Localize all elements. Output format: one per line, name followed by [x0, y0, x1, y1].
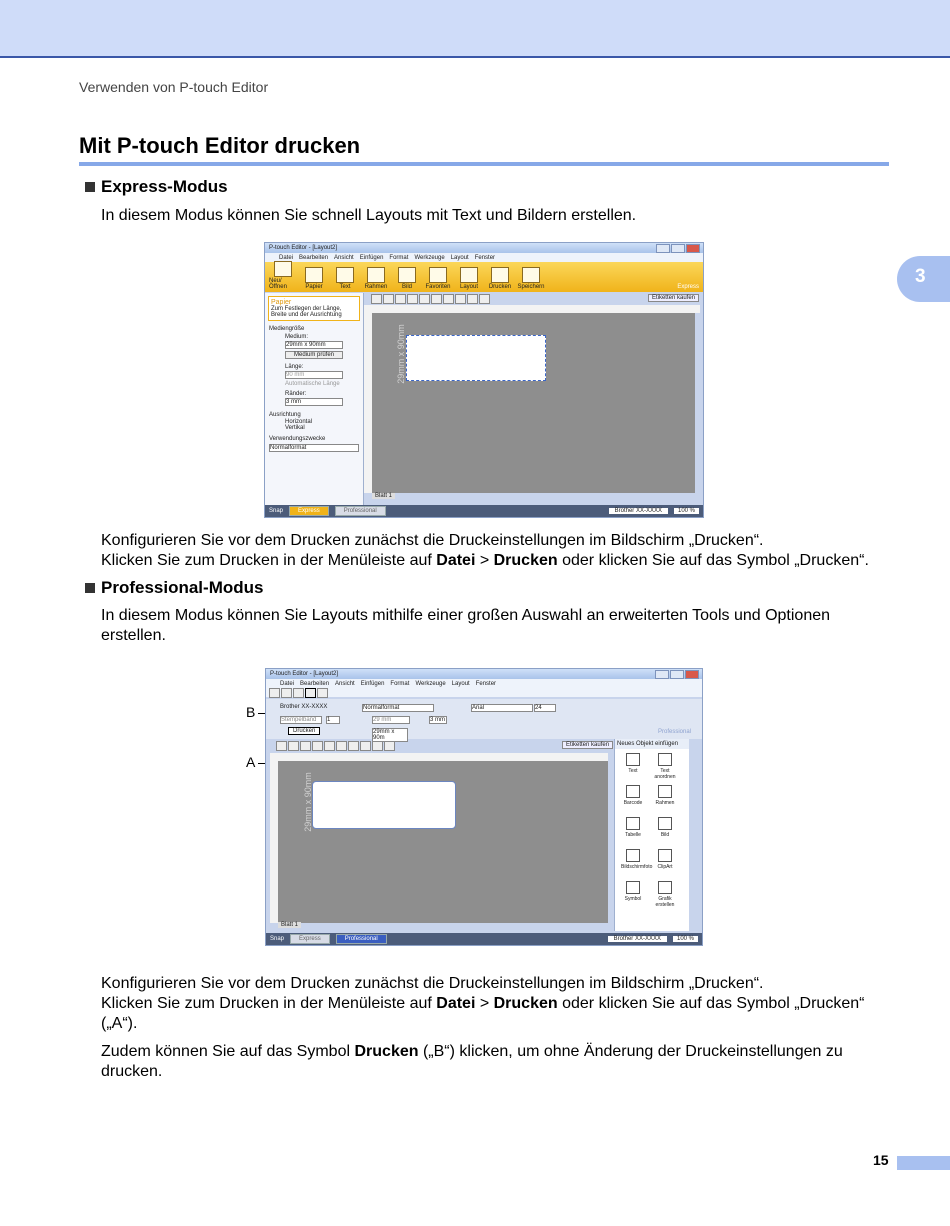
chapter-number: 3: [915, 266, 926, 287]
menu-layout[interactable]: Layout: [451, 680, 470, 687]
express-line2: [101, 551, 891, 571]
object-label: Rahmen: [655, 800, 675, 806]
snap-toggle[interactable]: Snap: [269, 508, 284, 514]
table-icon: [626, 817, 640, 830]
medium-select[interactable]: 29mm x 90mm: [285, 341, 343, 349]
copy-icon[interactable]: [348, 741, 359, 751]
close-icon[interactable]: [686, 244, 700, 253]
table-tool-icon[interactable]: [324, 741, 335, 751]
horizontal-ruler: [270, 753, 608, 761]
bold-drucken: Drucken: [354, 1043, 419, 1060]
close-icon[interactable]: [685, 670, 699, 679]
favorites-icon: [429, 267, 447, 283]
professional-heading: [85, 578, 263, 598]
preview-icon[interactable]: [317, 688, 328, 698]
object-panel: [614, 739, 689, 931]
title-rule: [79, 162, 889, 166]
paper-width-field[interactable]: 29 mm: [372, 716, 410, 724]
ribbon-paper[interactable]: [300, 267, 328, 290]
object-label: ClipArt: [657, 864, 673, 870]
new-icon[interactable]: [269, 688, 280, 698]
object-table[interactable]: [621, 817, 645, 838]
zoom-select[interactable]: 100 %: [673, 936, 698, 942]
object-frame[interactable]: [653, 785, 677, 806]
sheet-tab[interactable]: Blatt 1: [278, 922, 301, 928]
ribbon-label: Bild: [401, 284, 412, 290]
express-screenshot: [264, 242, 704, 518]
snap-toggle[interactable]: Snap: [270, 936, 285, 942]
text-icon: [626, 753, 640, 766]
ribbon-label: Neu/Öffnen: [269, 278, 287, 290]
printer-select[interactable]: Brother XX-XXXX: [608, 936, 667, 942]
table-tool-icon[interactable]: [419, 294, 430, 304]
new-object-header: Neues Objekt einfügen: [615, 739, 689, 749]
usage-label: Verwendungszwecke: [269, 436, 326, 442]
barcode-icon: [626, 785, 640, 798]
object-clipart[interactable]: [653, 849, 677, 870]
object-text-arrange[interactable]: [653, 753, 677, 780]
status-bar: [265, 505, 703, 517]
frame-icon: [367, 267, 385, 283]
undo-icon[interactable]: [467, 294, 478, 304]
font-select[interactable]: Arial: [471, 704, 533, 712]
shape-tool-icon[interactable]: [312, 741, 323, 751]
object-label: Text: [628, 768, 638, 774]
object-symbol[interactable]: [621, 881, 645, 902]
window-title: P-touch Editor - [Layout2]: [270, 671, 339, 677]
printer-icon: [491, 267, 509, 283]
new-open-icon: [274, 261, 292, 277]
professional-heading-text: Professional-Modus: [101, 578, 264, 597]
ribbon-corner: Professional: [658, 729, 692, 735]
panel-header: [268, 296, 360, 321]
ribbon-text[interactable]: [331, 267, 359, 290]
text-run: („B“) klicken, um ohne Änderung der Druckeinstellungen zu drucken.: [101, 1043, 843, 1080]
panel-title: Papier: [271, 299, 292, 306]
professional-line2: [101, 994, 891, 1034]
object-label: Bildschirmfoto: [621, 864, 653, 870]
ribbon-label: Papier: [305, 284, 323, 290]
text-arrange-icon: [658, 753, 672, 766]
menu-datei[interactable]: Datei: [279, 254, 294, 261]
paper-panel: [265, 293, 364, 505]
object-screenshot[interactable]: [621, 849, 653, 870]
print-icon[interactable]: [305, 688, 316, 698]
page-number-bar: [897, 1156, 950, 1170]
create-graphic-icon: [658, 881, 672, 894]
menu-layout[interactable]: Layout: [450, 254, 469, 261]
express-mode-button[interactable]: Express: [289, 506, 329, 516]
bold-drucken: Drucken: [493, 552, 558, 569]
font-size-select[interactable]: 24: [534, 704, 556, 712]
symbol-icon: [626, 881, 640, 894]
label-canvas[interactable]: [312, 781, 456, 829]
professional-intro: In diesem Modus können Sie Layouts mithilfe einer großen Auswahl an erweiterten Tools und Optionen erstellen.: [101, 607, 831, 644]
text-run: oder klicken Sie auf das Symbol „Drucken“.: [557, 552, 869, 569]
menu-format[interactable]: Format: [389, 254, 409, 261]
line-tool-icon[interactable]: [300, 741, 311, 751]
ribbon-image[interactable]: [393, 267, 421, 290]
label-size-text: 29mm x 90mm: [302, 772, 313, 832]
redo-icon[interactable]: [384, 741, 395, 751]
menu-bearbeiten[interactable]: Bearbeiten: [300, 680, 330, 687]
label-canvas[interactable]: [406, 335, 546, 381]
text-run: Klicken Sie zum Drucken in der Menüleiste auf: [101, 995, 437, 1012]
property-ribbon: [266, 699, 702, 739]
express-para: [101, 531, 891, 571]
menu-format[interactable]: Format: [390, 680, 410, 687]
section-title: Mit P-touch Editor drucken: [79, 133, 361, 158]
express-line1: Konfigurieren Sie vor dem Drucken zunächst die Druckeinstellungen im Bildschirm „Drucken“.: [101, 532, 764, 549]
draw-toolbar: [371, 294, 641, 303]
object-create-graphic[interactable]: [653, 881, 677, 908]
menu-einfuegen[interactable]: Einfügen: [360, 680, 385, 687]
screenshot-icon: [626, 849, 640, 862]
chapter-tab: [897, 256, 950, 302]
image-icon: [398, 267, 416, 283]
menu-ansicht[interactable]: Ansicht: [335, 680, 355, 687]
ribbon-layout[interactable]: [455, 267, 483, 290]
ribbon-label: Layout: [459, 284, 478, 290]
bold-datei: Datei: [436, 995, 476, 1012]
paste-icon[interactable]: [455, 294, 466, 304]
menu-datei[interactable]: Datei: [280, 680, 295, 687]
menu-werkzeuge[interactable]: Werkzeuge: [414, 254, 445, 261]
vertical-ruler: [364, 305, 372, 493]
professional-para: [101, 974, 891, 1034]
text-run: Klicken Sie zum Drucken in der Menüleiste auf: [101, 552, 437, 569]
text-run: >: [475, 995, 494, 1012]
layout-icon: [460, 267, 478, 283]
panel-desc: Zum Festlegen der Länge, Breite und der Ausrichtung: [271, 306, 342, 318]
object-label: Bild: [660, 832, 670, 838]
pointer-tool-icon[interactable]: [371, 294, 382, 304]
text-icon: [336, 267, 354, 283]
save-icon: [522, 267, 540, 283]
buy-labels-button[interactable]: Etiketten kaufen: [562, 741, 613, 749]
object-label: Grafik erstellen: [655, 896, 675, 908]
minimize-icon[interactable]: [655, 670, 669, 679]
object-text[interactable]: [621, 753, 645, 774]
express-heading: [85, 177, 228, 197]
bullet-square-icon: [85, 182, 95, 192]
ribbon-frame[interactable]: [362, 267, 390, 290]
window-titlebar: [265, 243, 703, 253]
margins-label: Ränder:: [285, 391, 307, 397]
ribbon-save[interactable]: [517, 267, 545, 290]
minimize-icon[interactable]: [656, 244, 670, 253]
menu-bar: [266, 679, 702, 688]
text-run: Zudem können Sie auf das Symbol: [101, 1043, 355, 1060]
media-size-label: Mediengröße: [269, 326, 305, 332]
maximize-icon[interactable]: [671, 244, 685, 253]
paper-size-select[interactable]: 29mm x 90m: [372, 728, 408, 742]
printer-select[interactable]: Brother XX-XXXX: [609, 508, 668, 514]
menu-fenster[interactable]: Fenster: [475, 680, 497, 687]
menu-ansicht[interactable]: Ansicht: [334, 254, 354, 261]
professional-line1: Konfigurieren Sie vor dem Drucken zunächst die Druckeinstellungen im Bildschirm „Drucken“.: [101, 975, 764, 992]
text-tool-icon[interactable]: [288, 741, 299, 751]
vertical-ruler: [270, 753, 278, 923]
ribbon-corner: Express: [677, 284, 699, 290]
header-band: [0, 0, 950, 58]
professional-mode-button[interactable]: Professional: [336, 934, 387, 944]
ribbon-new-open[interactable]: [269, 261, 297, 290]
express-ribbon: [265, 262, 703, 292]
menu-bar: [265, 253, 703, 262]
frame-icon: [658, 785, 672, 798]
object-label: Text anordnen: [654, 768, 676, 780]
text-run: >: [475, 552, 494, 569]
ribbon-favorites[interactable]: [424, 267, 452, 290]
cut-icon[interactable]: [431, 294, 442, 304]
pointer-tool-icon[interactable]: [276, 741, 287, 751]
callout-a: A: [246, 754, 256, 770]
tape-type-select[interactable]: Stempelband: [280, 716, 322, 724]
printer-name: Brother XX-XXXX: [280, 704, 328, 710]
maximize-icon[interactable]: [670, 670, 684, 679]
margin-field[interactable]: 3 mm: [430, 717, 445, 723]
redo-icon[interactable]: [479, 294, 490, 304]
bullet-square-icon: [85, 583, 95, 593]
text-tool-icon[interactable]: [383, 294, 394, 304]
ribbon-label: Favoriten: [425, 284, 451, 290]
print-button[interactable]: Drucken: [288, 727, 320, 735]
check-media-button[interactable]: Medium prüfen: [285, 351, 343, 359]
menu-einfuegen[interactable]: Einfügen: [359, 254, 384, 261]
orientation-label: Ausrichtung: [269, 412, 301, 418]
label-size-text: 29mm x 90mm: [395, 324, 406, 384]
bold-datei: Datei: [436, 552, 476, 569]
object-barcode[interactable]: [621, 785, 645, 806]
running-title: Verwenden von P-touch Editor: [79, 79, 269, 95]
usage-select[interactable]: Normalformat: [269, 444, 359, 452]
ribbon-label: Drucken: [488, 284, 512, 290]
window-title: P-touch Editor - [Layout2]: [269, 245, 338, 251]
copies-field[interactable]: 1: [326, 716, 340, 724]
professional-screenshot: [265, 668, 703, 946]
object-label: Barcode: [623, 800, 643, 806]
sheet-tab[interactable]: Blatt 1: [372, 493, 395, 499]
menu-fenster[interactable]: Fenster: [474, 254, 496, 261]
auto-length-checkbox[interactable]: Automatische Länge: [285, 381, 340, 387]
object-label: Tabelle: [625, 832, 641, 838]
shape-tool-icon[interactable]: [407, 294, 418, 304]
vertical-radio[interactable]: Vertikal: [285, 425, 305, 431]
page-number: 15: [873, 1152, 889, 1168]
express-intro: In diesem Modus können Sie schnell Layouts mit Text und Bildern erstellen.: [101, 207, 637, 224]
professional-para2: [101, 1042, 891, 1082]
text-run: oder klicken Sie auf das Symbol „Drucken“ („A“).: [101, 995, 865, 1032]
margins-field[interactable]: 3 mm: [285, 398, 343, 406]
professional-mode-button[interactable]: Professional: [335, 506, 386, 516]
paste-icon[interactable]: [360, 741, 371, 751]
ribbon-print[interactable]: [486, 267, 514, 290]
length-field[interactable]: 90 mm: [285, 371, 343, 379]
horizontal-ruler: [364, 305, 700, 313]
ribbon-label: Rahmen: [364, 284, 388, 290]
menu-bearbeiten[interactable]: Bearbeiten: [299, 254, 329, 261]
callout-b: B: [246, 704, 256, 720]
quick-toolbar: [266, 688, 702, 697]
object-label: Symbol: [624, 896, 642, 902]
image-icon: [658, 817, 672, 830]
buy-labels-button[interactable]: Etiketten kaufen: [648, 294, 699, 302]
line-tool-icon[interactable]: [395, 294, 406, 304]
horizontal-radio[interactable]: Horizontal: [285, 419, 313, 425]
open-icon[interactable]: [281, 688, 292, 698]
copy-icon[interactable]: [443, 294, 454, 304]
zoom-select[interactable]: 100 %: [674, 508, 699, 514]
medium-label: Medium:: [285, 334, 309, 340]
paper-format-select[interactable]: Normalformat: [362, 704, 434, 712]
ribbon-label: Speichern: [517, 284, 545, 290]
save-icon[interactable]: [293, 688, 304, 698]
undo-icon[interactable]: [372, 741, 383, 751]
paper-icon: [305, 267, 323, 283]
menu-werkzeuge[interactable]: Werkzeuge: [415, 680, 446, 687]
express-heading-text: Express-Modus: [101, 177, 228, 196]
bold-drucken: Drucken: [493, 995, 558, 1012]
status-bar: [266, 933, 702, 945]
express-mode-button[interactable]: Express: [290, 934, 330, 944]
window-titlebar: [266, 669, 702, 679]
length-label: Länge:: [285, 364, 304, 370]
draw-toolbar: [276, 741, 396, 750]
ribbon-label: Text: [339, 284, 351, 290]
object-image[interactable]: [653, 817, 677, 838]
cut-icon[interactable]: [336, 741, 347, 751]
clipart-icon: [658, 849, 672, 862]
